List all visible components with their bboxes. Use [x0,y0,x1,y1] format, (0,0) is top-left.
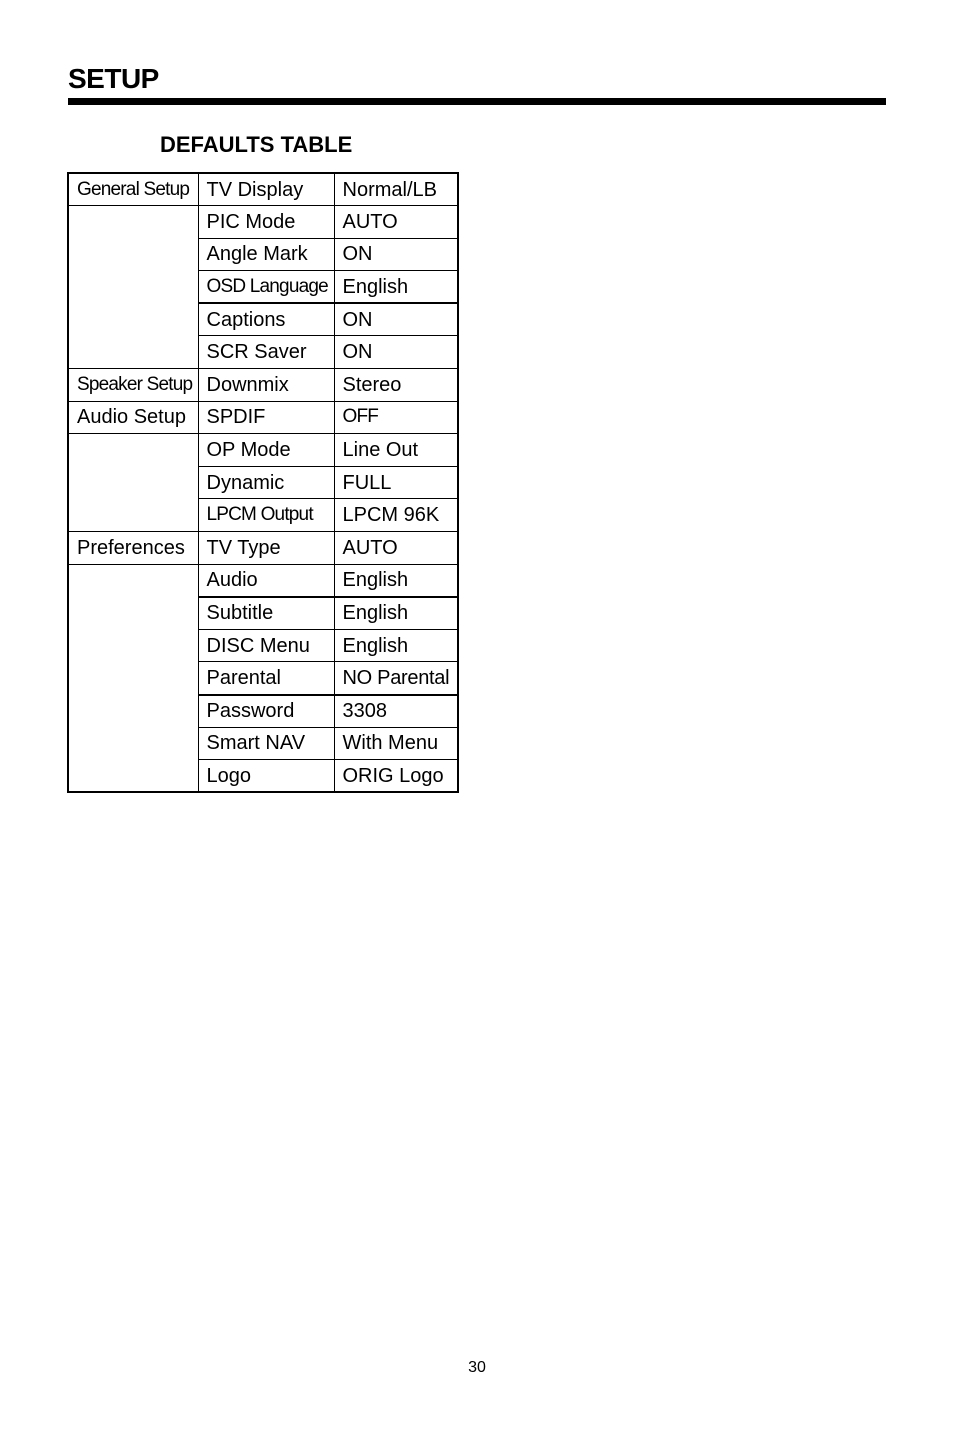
category-cell: Audio Setup [68,401,198,434]
setting-cell: OSD Language [198,271,334,304]
category-cell [68,466,198,499]
category-cell [68,760,198,793]
table-row [68,662,458,695]
value-cell: ON [334,238,458,271]
value-cell: NO Parental [334,662,458,695]
category-cell: Speaker Setup [68,369,198,402]
category-cell [68,564,198,597]
category-cell [68,303,198,336]
setting-cell: Subtitle [198,597,334,630]
table-row [68,532,458,565]
value-cell: English [334,629,458,662]
table-row [68,727,458,760]
value-cell: English [334,564,458,597]
category-cell [68,629,198,662]
category-cell [68,238,198,271]
value-cell: ON [334,303,458,336]
setting-cell: SCR Saver [198,336,334,369]
category-cell: General Setup [68,173,198,206]
category-cell [68,727,198,760]
value-cell: AUTO [334,206,458,239]
setting-cell: Password [198,695,334,728]
value-cell: ORIG Logo [334,760,458,793]
value-cell: OFF [334,401,458,434]
table-row [68,629,458,662]
table-row [68,238,458,271]
table-row [68,401,458,434]
defaults-table [67,172,459,793]
setting-cell: Parental [198,662,334,695]
setting-cell: TV Type [198,532,334,565]
table-row [68,336,458,369]
defaults-table-body [68,173,458,792]
category-cell [68,499,198,532]
setting-cell: Angle Mark [198,238,334,271]
category-cell [68,597,198,630]
value-cell: LPCM 96K [334,499,458,532]
table-row [68,434,458,467]
category-cell [68,695,198,728]
table-row [68,303,458,336]
heading-divider [68,98,886,105]
value-cell: AUTO [334,532,458,565]
table-row [68,369,458,402]
setting-cell: Dynamic [198,466,334,499]
value-cell: Line Out [334,434,458,467]
setting-cell: LPCM Output [198,499,334,532]
value-cell: English [334,271,458,304]
value-cell: Stereo [334,369,458,402]
value-cell: 3308 [334,695,458,728]
setting-cell: OP Mode [198,434,334,467]
setting-cell: Audio [198,564,334,597]
page-number: 30 [468,1359,486,1376]
setting-cell: DISC Menu [198,629,334,662]
table-title: DEFAULTS TABLE [160,132,353,157]
setting-cell: TV Display [198,173,334,206]
category-cell: Preferences [68,532,198,565]
table-row [68,760,458,793]
category-cell [68,336,198,369]
setting-cell: Smart NAV [198,727,334,760]
table-row [68,173,458,206]
table-row [68,695,458,728]
setting-cell: PIC Mode [198,206,334,239]
table-row [68,271,458,304]
value-cell: Normal/LB [334,173,458,206]
category-cell [68,434,198,467]
value-cell: English [334,597,458,630]
setting-cell: Downmix [198,369,334,402]
value-cell: FULL [334,466,458,499]
setting-cell: Logo [198,760,334,793]
table-row [68,466,458,499]
table-row [68,564,458,597]
page-title: SETUP [68,63,159,94]
setting-cell: Captions [198,303,334,336]
value-cell: ON [334,336,458,369]
setting-cell: SPDIF [198,401,334,434]
category-cell [68,271,198,304]
value-cell: With Menu [334,727,458,760]
table-row [68,597,458,630]
category-cell [68,206,198,239]
table-row [68,499,458,532]
table-row [68,206,458,239]
category-cell [68,662,198,695]
